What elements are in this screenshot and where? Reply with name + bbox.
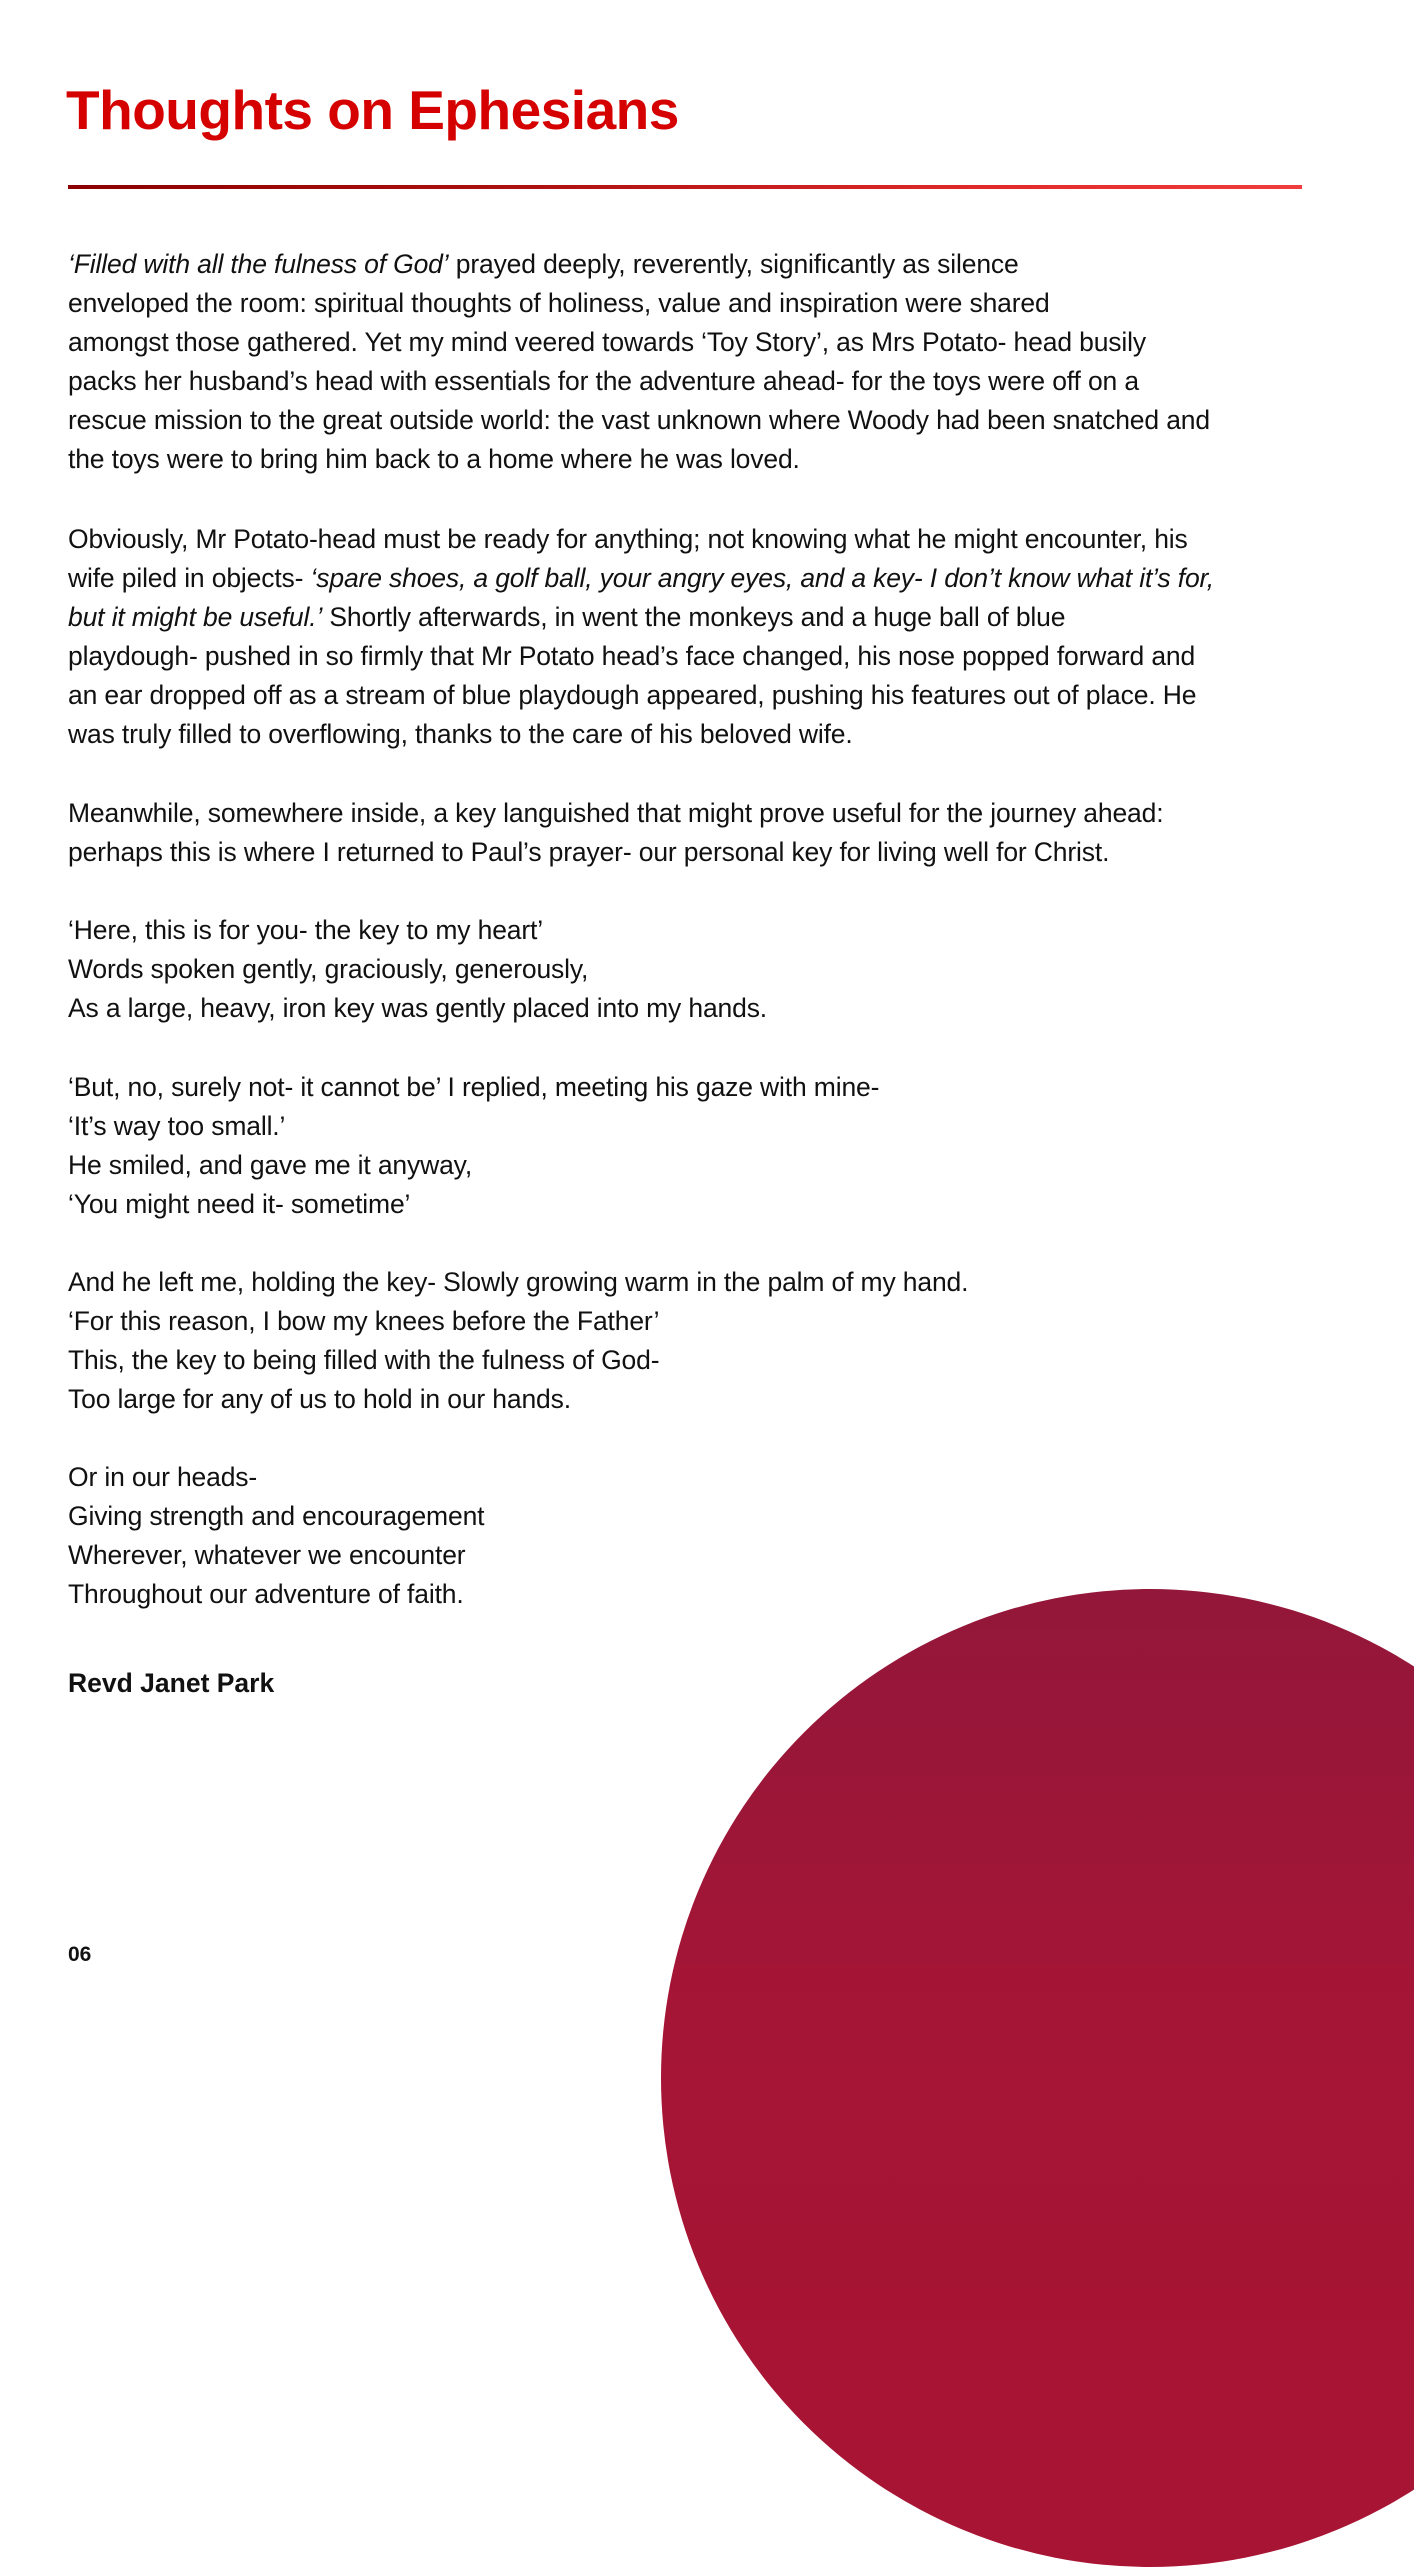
italic-quote: ‘spare shoes, a golf ball, your angry eyes, and a key- I don’t know what it’s for, xyxy=(310,563,1214,593)
text-line: an ear dropped off as a stream of blue playdough appeared, pushing his features out of place. He xyxy=(68,680,1197,710)
text-line xyxy=(68,559,1214,598)
author-signature: Revd Janet Park xyxy=(68,1668,275,1698)
poem-line: ‘For this reason, I bow my knees before the Father’ xyxy=(68,1306,660,1336)
text-line xyxy=(68,245,1019,284)
italic-quote: but it might be useful.’ xyxy=(68,602,323,632)
text-line: was truly filled to overflowing, thanks to the care of his beloved wife. xyxy=(68,719,853,749)
text-span: Shortly afterwards, in went the monkeys and a huge ball of blue xyxy=(322,602,1066,632)
poem-line: This, the key to being filled with the fulness of God- xyxy=(68,1345,660,1375)
poem-line: Throughout our adventure of faith. xyxy=(68,1579,464,1609)
poem-line: Wherever, whatever we encounter xyxy=(68,1540,466,1570)
text-line: enveloped the room: spiritual thoughts of holiness, value and inspiration were shared xyxy=(68,288,1050,318)
text-span: wife piled in objects- xyxy=(68,563,311,593)
text-line: rescue mission to the great outside world: the vast unknown where Woody had been snatched and xyxy=(68,405,1210,435)
poem-line: As a large, heavy, iron key was gently placed into my hands. xyxy=(68,993,768,1023)
text-line: playdough- pushed in so firmly that Mr Potato head’s face changed, his nose popped forward and xyxy=(68,641,1196,671)
text-span: prayed deeply, reverently, significantly as silence xyxy=(448,249,1019,279)
poem-line: Or in our heads- xyxy=(68,1462,258,1492)
text-line xyxy=(68,598,1065,637)
poem-line: ‘But, no, surely not- it cannot be’ I replied, meeting his gaze with mine- xyxy=(68,1072,880,1102)
poem-line: Giving strength and encouragement xyxy=(68,1501,485,1531)
text-line: the toys were to bring him back to a home where he was loved. xyxy=(68,444,800,474)
text-line: amongst those gathered. Yet my mind veered towards ‘Toy Story’, as Mrs Potato- head busily xyxy=(68,327,1146,357)
title-divider xyxy=(68,185,1302,189)
poem-line: He smiled, and gave me it anyway, xyxy=(68,1150,473,1180)
text-line: packs her husband’s head with essentials for the adventure ahead- for the toys were off on a xyxy=(68,366,1139,396)
poem-line: ‘Here, this is for you- the key to my heart’ xyxy=(68,915,543,945)
italic-quote: ‘Filled with all the fulness of God’ xyxy=(68,249,449,279)
poem-line: ‘It’s way too small.’ xyxy=(68,1111,286,1141)
page-title: Thoughts on Ephesians xyxy=(66,79,679,141)
text-line: Meanwhile, somewhere inside, a key languished that might prove useful for the journey ahead: xyxy=(68,798,1164,828)
text-line: Obviously, Mr Potato-head must be ready for anything; not knowing what he might encounter, his xyxy=(68,524,1188,554)
text-line: perhaps this is where I returned to Paul’s prayer- our personal key for living well for Christ. xyxy=(68,837,1110,867)
page-number: 06 xyxy=(68,1943,92,1966)
poem-line: Words spoken gently, graciously, generously, xyxy=(68,954,589,984)
poem-line: ‘You might need it- sometime’ xyxy=(68,1189,411,1219)
poem-line: Too large for any of us to hold in our hands. xyxy=(68,1384,571,1414)
poem-line: And he left me, holding the key- Slowly growing warm in the palm of my hand. xyxy=(68,1267,969,1297)
decorative-circle xyxy=(661,1589,1414,2567)
